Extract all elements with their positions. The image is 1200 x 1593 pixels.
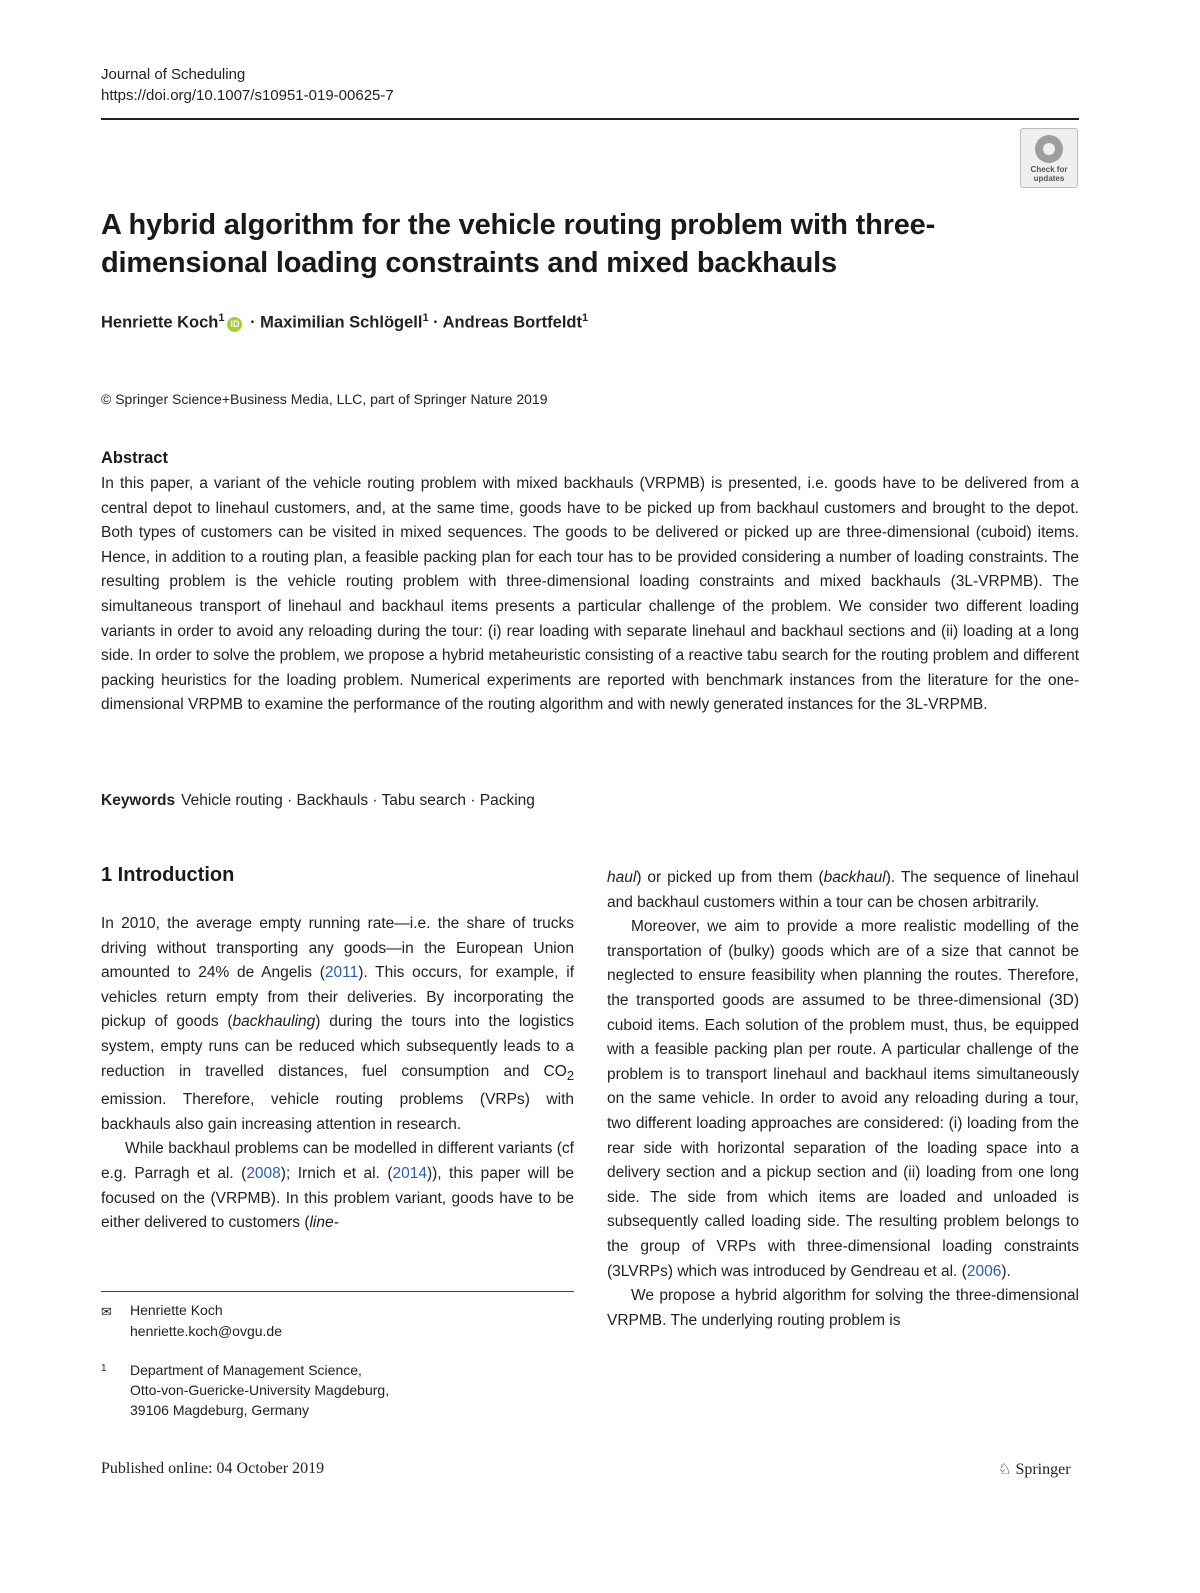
keywords xyxy=(101,792,535,810)
publisher-name: Springer xyxy=(1015,1461,1071,1478)
publisher-logo xyxy=(998,1460,1071,1479)
citation-link[interactable]: 2008 xyxy=(246,1165,281,1183)
corresponding-author: Henriette Koch xyxy=(130,1302,223,1318)
citation-link[interactable]: 2011 xyxy=(324,964,359,982)
author-3[interactable]: Andreas Bortfeldt xyxy=(442,313,582,332)
journal-name: Journal of Scheduling xyxy=(101,66,246,83)
section-heading: 1 Introduction xyxy=(101,864,235,886)
affiliation-number: 1 xyxy=(101,1363,107,1374)
check-updates-icon xyxy=(1035,135,1063,163)
right-column xyxy=(607,866,1079,1333)
affiliation-line: 39106 Magdeburg, Germany xyxy=(130,1402,309,1418)
springer-horse-icon: ♘ xyxy=(998,1462,1012,1478)
author-sep: · xyxy=(245,313,261,332)
orcid-icon[interactable]: iD xyxy=(227,317,242,332)
badge-label: Check for updates xyxy=(1030,165,1068,183)
author-3-affil: 1 xyxy=(582,312,589,324)
citation-link[interactable]: 2014 xyxy=(392,1165,427,1183)
header-rule xyxy=(101,118,1079,120)
paragraph: We propose a hybrid algorithm for solving the three-dimensional VRPMB. The underlying routing problem is xyxy=(607,1287,1079,1329)
author-1[interactable]: Henriette Koch xyxy=(101,313,219,332)
affiliation-line: Otto-von-Guericke-University Magdeburg, xyxy=(130,1382,390,1398)
paper-title: A hybrid algorithm for the vehicle routing problem with three-dimensional loading constraints and mixed backhauls xyxy=(101,209,936,279)
published-date: Published online: 04 October 2019 xyxy=(101,1460,325,1477)
author-sep: · xyxy=(428,313,443,332)
copyright-notice: © Springer Science+Business Media, LLC, part of Springer Nature 2019 xyxy=(101,391,548,407)
check-for-updates-badge[interactable] xyxy=(1020,128,1078,188)
author-1-affil: 1 xyxy=(218,312,225,324)
paragraph: haul) or picked up from them (backhaul). The sequence of linehaul and backhaul customers within a tour can be chosen arbitrarily. xyxy=(607,869,1079,911)
affiliation-line: Department of Management Science, xyxy=(130,1362,362,1378)
doi-link[interactable]: https://doi.org/10.1007/s10951-019-00625-7 xyxy=(101,87,394,104)
citation-link[interactable]: 2006 xyxy=(966,1262,1002,1280)
abstract-heading: Abstract xyxy=(101,449,168,467)
paragraph: While backhaul problems can be modelled in different variants (cf e.g. Parragh et al. (2008); Irnich et al. (2014)), this paper will be focused on the (VRPMB). In this problem variant, goods have to be either delivered to customers (line- xyxy=(101,1140,574,1232)
left-column xyxy=(101,912,574,1236)
paragraph: Moreover, we aim to provide a more realistic modelling of the transportation of (bulky) goods which are of a size that cannot be neglected to ensure feasibility when planning the routes. Therefore, the transported goods are assumed to be three-dimensional (3D) cuboid items. Each solution of the problem must, thus, be equipped with a feasible packing plan per route. A particular challenge of the problem is to transport linehaul and backhaul items simultaneously on the same vehicle. In order to avoid any reloading during a tour, two different loading approaches are considered: (i) loading from the rear side with horizontal separation of the loading space into a delivery section and a pickup section and (ii) loading from one long side. The side from which items are loaded and unloaded is subsequently called loading side. The resulting problem belongs to the group of VRPs with three-dimensional loading constraints (3LVRPs) which was introduced by Gendreau et al. (2006). xyxy=(607,918,1079,1280)
abstract-text: In this paper, a variant of the vehicle routing problem with mixed backhauls (VRPMB) is presented, i.e. goods have to be delivered from a central depot to linehaul customers, and, at the same time, goods have to be picked up from backhaul customers and brought to the depot. Both types of customers can be visited in mixed sequences. The goods to be delivered or picked up are three-dimensional (cuboid) items. Hence, in addition to a routing plan, a feasible packing plan for each tour has to be provided considering a number of loading constraints. The resulting problem is the vehicle routing problem with three-dimensional loading constraints and mixed backhauls (3L-VRPMB). The simultaneous transport of linehaul and backhaul items presents a particular challenge of the problem. We consider two different loading variants in order to avoid any reloading during the tour: (i) rear loading with separate linehaul and backhaul sections and (ii) loading at a long side. In order to solve the problem, we propose a hybrid metaheuristic consisting of a reactive tabu search for the routing problem and different packing heuristics for the loading problem. Numerical experiments are reported with benchmark instances from the literature for the one-dimensional VRPMB to examine the performance of the routing algorithm and with newly generated instances for the 3L-VRPMB. xyxy=(101,475,1079,714)
author-2[interactable]: Maximilian Schlögell xyxy=(260,313,423,332)
paragraph: In 2010, the average empty running rate—i.e. the share of trucks driving without transporting any goods—in the European Union amounted to 24% de Angelis (2011). This occurs, for example, if vehicles return empty from their deliveries. By incorporating the pickup of goods (backhauling) during the tours into the logistics system, empty runs can be reduced which subsequently leads to a reduction in travelled distances, fuel consumption and $CO_2$ emission. Therefore, vehicle routing problems (VRPs) with backhauls also gain increasing attention in research. xyxy=(101,915,574,1133)
journal-header xyxy=(101,64,394,106)
author-2-affil: 1 xyxy=(422,312,429,324)
author-list xyxy=(101,312,588,333)
envelope-icon: ✉ xyxy=(101,1304,112,1319)
keywords-label: Keywords xyxy=(101,792,176,809)
email-link[interactable]: henriette.koch@ovgu.de xyxy=(130,1323,282,1339)
footnote-rule xyxy=(101,1291,574,1292)
keywords-list: Vehicle routing · Backhauls · Tabu search · Packing xyxy=(181,792,535,809)
